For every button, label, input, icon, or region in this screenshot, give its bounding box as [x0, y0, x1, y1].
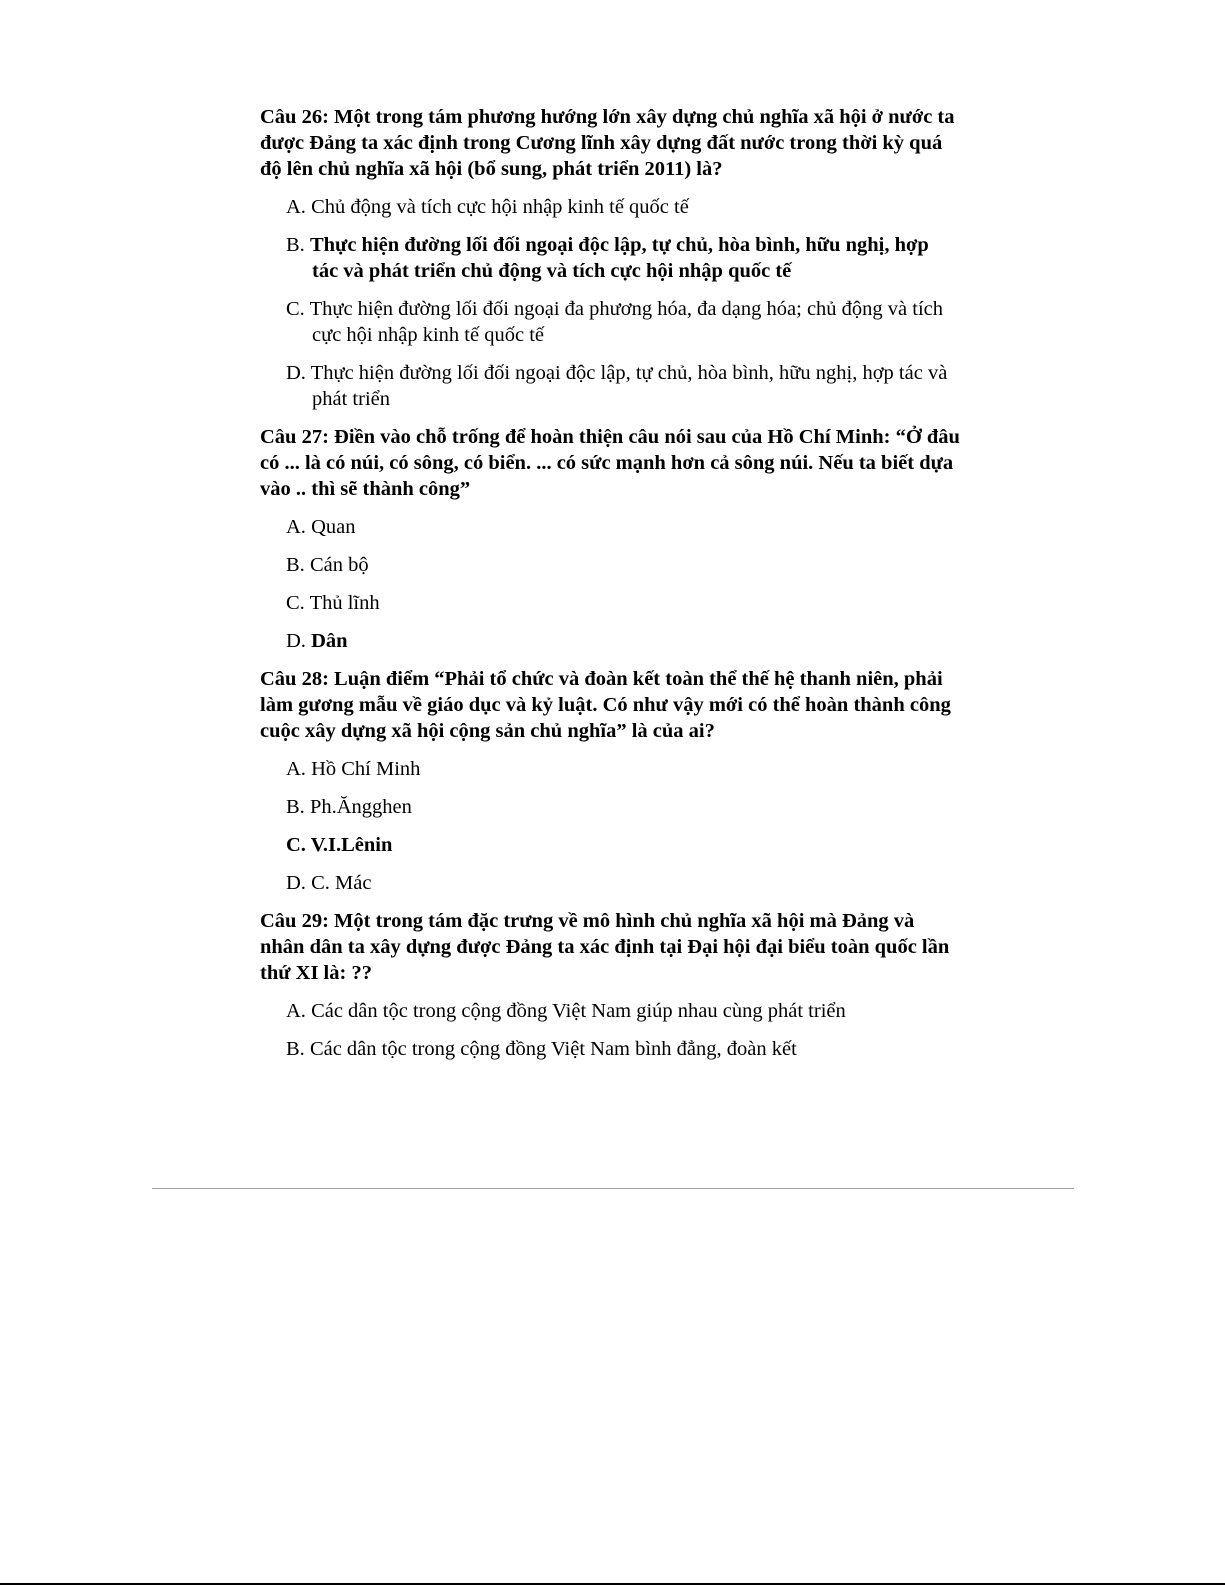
question-29-answers — [260, 998, 960, 1062]
question-27-text: Câu 27: Điền vào chỗ trống để hoàn thiện câu nói sau của Hồ Chí Minh: “Ở đâu có ... là có núi, có sông, có biển. ... có sức mạnh hơn cả sông núi. Nếu ta biết dựa vào .. thì sẽ thành công” — [260, 426, 960, 500]
answer-29-b: B. Các dân tộc trong cộng đồng Việt Nam bình đẳng, đoàn kết — [286, 1038, 797, 1060]
question-27-answers — [260, 514, 960, 654]
answer-27-d: D. Dân — [286, 630, 348, 652]
answer-27-a: A. Quan — [286, 516, 356, 538]
document-page — [260, 104, 960, 1074]
answer-26-d: D. Thực hiện đường lối đối ngoại độc lập, tự chủ, hòa bình, hữu nghị, hợp tác và phát triển — [286, 362, 948, 410]
question-28 — [260, 666, 960, 896]
question-26-answers — [260, 194, 960, 412]
page-divider — [152, 1188, 1074, 1189]
answer-29-a: A. Các dân tộc trong cộng đồng Việt Nam giúp nhau cùng phát triển — [286, 1000, 846, 1022]
question-28-text: Câu 28: Luận điểm “Phải tổ chức và đoàn kết toàn thể thế hệ thanh niên, phải làm gương mẫu về giáo dục và kỷ luật. Có như vậy mới có thể hoàn thành công cuộc xây dựng xã hội cộng sản chủ nghĩa” là của ai? — [260, 668, 951, 742]
question-26 — [260, 104, 960, 412]
answer-28-a: A. Hồ Chí Minh — [286, 758, 421, 780]
answer-27-b: B. Cán bộ — [286, 554, 369, 576]
answer-27-c: C. Thủ lĩnh — [286, 592, 380, 614]
answer-28-c: C. V.I.Lênin — [286, 834, 393, 856]
question-29-text: Câu 29: Một trong tám đặc trưng về mô hình chủ nghĩa xã hội mà Đảng và nhân dân ta xây dựng được Đảng ta xác định tại Đại hội đại biểu toàn quốc lần thứ XI là: ?? — [260, 910, 950, 984]
answer-26-b: B. Thực hiện đường lối đối ngoại độc lập, tự chủ, hòa bình, hữu nghị, hợp tác và phát triển chủ động và tích cực hội nhập quốc tế — [286, 234, 929, 282]
answer-26-a: A. Chủ động và tích cực hội nhập kinh tế quốc tế — [286, 196, 689, 218]
answer-26-c: C. Thực hiện đường lối đối ngoại đa phương hóa, đa dạng hóa; chủ động và tích cực hội nhập kinh tế quốc tế — [286, 298, 944, 346]
question-27 — [260, 424, 960, 654]
question-28-answers — [260, 756, 960, 896]
answer-28-b: B. Ph.Ăngghen — [286, 796, 412, 818]
question-26-text: Câu 26: Một trong tám phương hướng lớn xây dựng chủ nghĩa xã hội ở nước ta được Đảng ta xác định trong Cương lĩnh xây dựng đất nước trong thời kỳ quá độ lên chủ nghĩa xã hội (bổ sung, phát triển 2011) là? — [260, 106, 955, 180]
answer-28-d: D. C. Mác — [286, 872, 372, 894]
question-29 — [260, 908, 960, 1062]
